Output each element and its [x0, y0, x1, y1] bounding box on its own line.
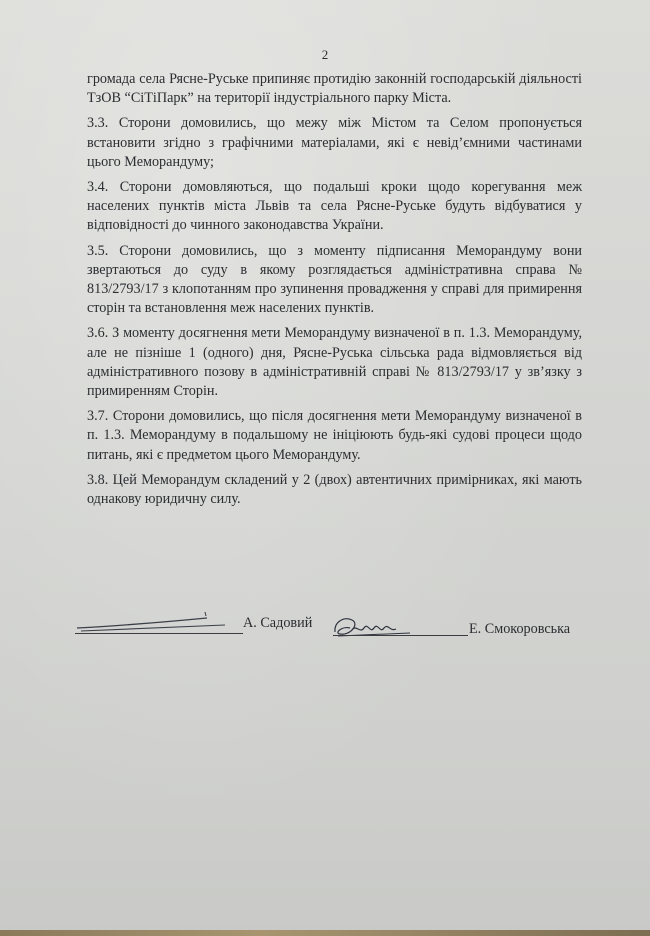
signatory-left-name: А. Садовий: [243, 615, 313, 631]
clause-3-4: [87, 178, 582, 236]
clause-number: 3.3.: [87, 115, 109, 132]
signatory-right-name: Е. Смокоровська: [469, 621, 571, 637]
signature-block: [75, 610, 595, 650]
clause-number: 3.6.: [87, 325, 109, 342]
clause-text: Сторони домовились, що межу між Містом та Селом пропонується встановити згідно з графічними матеріалами, які є невід’ємними частинами цього Меморандуму;: [87, 115, 582, 170]
clause-text: Сторони домовились, що з моменту підписання Меморандуму вони звертаються до суду в якому розглядається адміністративна справа № 813/2793/17 з клопотанням про зупинення провадження у справі для примирення сторін та встановлення меж населених пунктів.: [87, 242, 583, 317]
clause-3-6: [87, 324, 582, 401]
clause-number: 3.8.: [87, 471, 109, 488]
clause-text: Цей Меморандум складений у 2 (двох) автентичних примірниках, які мають однакову юридичну силу.: [87, 471, 582, 508]
clause-3-3: [87, 114, 582, 172]
clause-number: 3.5.: [87, 242, 109, 259]
clause-number: 3.4.: [87, 179, 109, 196]
signature-line-left: [75, 633, 243, 634]
page-number: 2: [321, 47, 329, 62]
clause-text: З моменту досягнення мети Меморандуму визначеної в п. 1.3. Меморандуму, але не пізніше 1 (одного) дня, Рясне-Руська сільська рада відмовляється від адміністративного позову в адміністративній справі № 813/2793/17 у зв’язку з примиренням Сторін.: [87, 325, 582, 400]
clause-number: 3.7.: [87, 408, 109, 425]
smokorovska-signature: [330, 612, 420, 642]
clause-text: Сторони домовляються, що подальші кроки щодо корегування меж населених пунктів міста Львів та села Рясне-Руське будуть відбуватися у відповідності до чинного законодавства України.: [87, 179, 583, 234]
signature-line-right: [333, 635, 468, 636]
clause-text: Сторони домовились, що після досягнення мети Меморандуму визначеної в п. 1.3. Меморандуму в подальшому не ініціюють будь-які судові процеси щодо питань, які є предметом цього Меморандуму.: [87, 408, 583, 463]
clause-3-8: [87, 471, 582, 509]
intro-paragraph: громада села Рясне-Руське припиняє протидію законній господарській діяльності ТзОВ “СіТіПарк” на території індустріального парку Міста.: [87, 71, 582, 107]
table-surface-edge: [0, 930, 650, 936]
memorandum-body: [87, 70, 582, 515]
clause-3-5: [87, 242, 582, 319]
clause-3-7: [87, 407, 582, 465]
